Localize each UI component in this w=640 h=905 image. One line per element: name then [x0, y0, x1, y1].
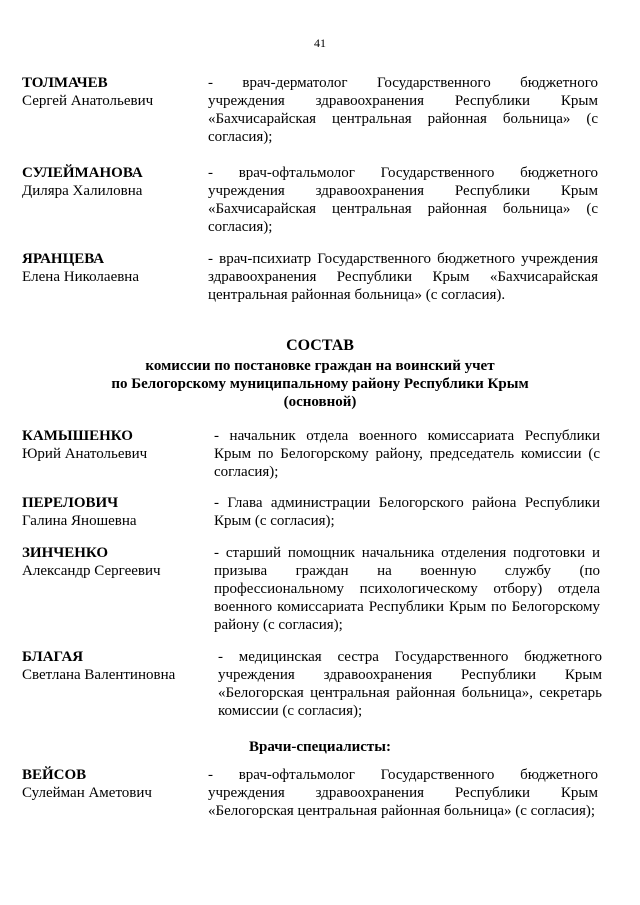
member-name	[22, 250, 207, 286]
member-name	[22, 648, 207, 684]
member-description: - Глава администрации Белогорского района Республики Крым (с согласия);	[214, 495, 600, 529]
specialists-subheading: Врачи-специалисты:	[248, 739, 391, 755]
member-surname: СУЛЕЙМАНОВА	[22, 165, 143, 181]
member-given-name: Елена Николаевна	[22, 269, 139, 285]
member-given-name: Сергей Анатольевич	[22, 93, 154, 109]
member-surname: ТОЛМАЧЕВ	[22, 75, 108, 91]
member-description: - медицинская сестра Государственного бюджетного учреждения здравоохранения Республики Крым «Белогорская центральная районная больница», секретарь комиссии (с согласия);	[218, 649, 602, 719]
member-name	[22, 427, 207, 463]
member-name	[22, 164, 207, 200]
member-surname: ЗИНЧЕНКО	[22, 545, 109, 561]
section-subtitle-line: (основной)	[283, 394, 357, 410]
member-description: - врач-дерматолог Государственного бюджетного учреждения здравоохранения Республики Крым «Бахчисарайская центральная районная больница» (с согласия);	[208, 75, 598, 145]
member-description: - врач-офтальмолог Государственного бюджетного учреждения здравоохранения Республики Крым «Бахчисарайская центральная районная больница» (с согласия);	[208, 165, 598, 235]
member-given-name: Александр Сергеевич	[22, 563, 161, 579]
member-name	[22, 544, 207, 580]
section-subtitle-line: по Белогорскому муниципальному району Республики Крым	[111, 376, 529, 392]
member-name	[22, 766, 207, 802]
member-description: - начальник отдела военного комиссариата Республики Крым по Белогорскому району, председатель комиссии (с согласия);	[214, 428, 600, 480]
page-number: 41	[314, 36, 326, 50]
member-given-name: Сулейман Аметович	[22, 785, 152, 801]
member-surname: ПЕРЕЛОВИЧ	[22, 495, 119, 511]
member-surname: ЯРАНЦЕВА	[22, 251, 105, 267]
member-given-name: Диляра Халиловна	[22, 183, 143, 199]
member-surname: БЛАГАЯ	[22, 649, 84, 665]
member-name	[22, 74, 207, 110]
member-surname: КАМЫШЕНКО	[22, 428, 133, 444]
member-description: - старший помощник начальника отделения подготовки и призыва граждан на военную службу (по профессиональному психологическому отбору) отдела военного комиссариата Республики Крым по Белогорскому району (с согласия);	[214, 545, 600, 633]
member-description: - врач-офтальмолог Государственного бюджетного учреждения здравоохранения Республики Крым «Белогорская центральная районная больница» (с согласия);	[208, 767, 598, 819]
member-surname: ВЕЙСОВ	[22, 767, 87, 783]
section-title: СОСТАВ	[286, 337, 354, 354]
member-given-name: Юрий Анатольевич	[22, 446, 148, 462]
member-given-name: Светлана Валентиновна	[22, 667, 176, 683]
section-subtitle-line: комиссии по постановке граждан на воинский учет	[145, 358, 495, 374]
member-description: - врач-психиатр Государственного бюджетного учреждения здравоохранения Республики Крым «Бахчисарайская центральная районная больница» (с согласия).	[208, 251, 598, 303]
member-name	[22, 494, 207, 530]
member-given-name: Галина Яношевна	[22, 513, 137, 529]
